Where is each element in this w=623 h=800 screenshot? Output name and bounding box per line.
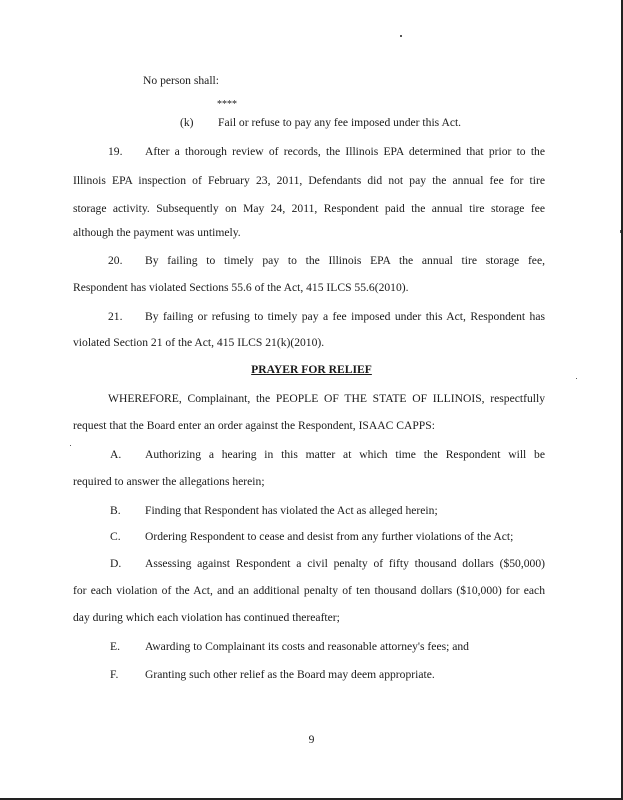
scan-speck [400, 35, 402, 37]
intro-text: No person shall: [143, 74, 219, 87]
para-19-line: storage activity. Subsequently on May 24, 2011, Respondent paid the annual tire storage fee [73, 202, 545, 215]
para-19-line: After a thorough review of records, the Illinois EPA determined that prior to the [145, 145, 545, 158]
relief-a-line: required to answer the allegations herein; [73, 475, 265, 488]
item-k-text: Fail or refuse to pay any fee imposed under this Act. [218, 116, 462, 129]
relief-d-label: D. [110, 557, 122, 570]
scan-speck [620, 230, 621, 233]
section-heading: PRAYER FOR RELIEF [251, 363, 372, 376]
relief-c-label: C. [110, 530, 121, 543]
wherefore-line: WHEREFORE, Complainant, the PEOPLE OF THE STATE OF ILLINOIS, respectfully [108, 392, 545, 405]
relief-f-label: F. [110, 668, 119, 681]
para-21-number: 21. [108, 310, 123, 323]
para-19-number: 19. [108, 145, 123, 158]
ellipsis-stars: **** [217, 99, 237, 110]
relief-e-label: E. [110, 640, 120, 653]
relief-a-line: Authorizing a hearing in this matter at which time the Respondent will be [145, 448, 545, 461]
relief-d-line: for each violation of the Act, and an additional penalty of ten thousand dollars ($10,000) for each [73, 584, 545, 597]
para-21-line: By failing or refusing to timely pay a fee imposed under this Act, Respondent has [145, 310, 545, 323]
page-number: 9 [308, 733, 315, 746]
item-k-label: (k) [180, 116, 194, 129]
para-20-number: 20. [108, 254, 123, 267]
para-19-line: although the payment was untimely. [73, 226, 241, 239]
para-21-line: violated Section 21 of the Act, 415 ILCS 21(k)(2010). [73, 336, 325, 349]
scan-speck [576, 378, 577, 379]
relief-b-text: Finding that Respondent has violated the Act as alleged herein; [145, 504, 438, 517]
relief-b-label: B. [110, 504, 121, 517]
para-20-line: Respondent has violated Sections 55.6 of the Act, 415 ILCS 55.6(2010). [73, 281, 409, 294]
para-20-line: By failing to timely pay to the Illinois EPA the annual tire storage fee, [145, 254, 545, 267]
relief-f-text: Granting such other relief as the Board may deem appropriate. [145, 668, 435, 681]
relief-d-line: Assessing against Respondent a civil penalty of fifty thousand dollars ($50,000) [145, 557, 545, 570]
para-19-line: Illinois EPA inspection of February 23, 2011, Defendants did not pay the annual fee for tire [73, 174, 545, 187]
relief-e-text: Awarding to Complainant its costs and reasonable attorney's fees; and [145, 640, 469, 653]
wherefore-line: request that the Board enter an order against the Respondent, ISAAC CAPPS: [73, 419, 435, 432]
relief-c-text: Ordering Respondent to cease and desist from any further violations of the Act; [145, 530, 514, 543]
relief-a-label: A. [110, 448, 122, 461]
scan-speck [70, 445, 71, 446]
relief-d-line: day during which each violation has continued thereafter; [73, 611, 340, 624]
